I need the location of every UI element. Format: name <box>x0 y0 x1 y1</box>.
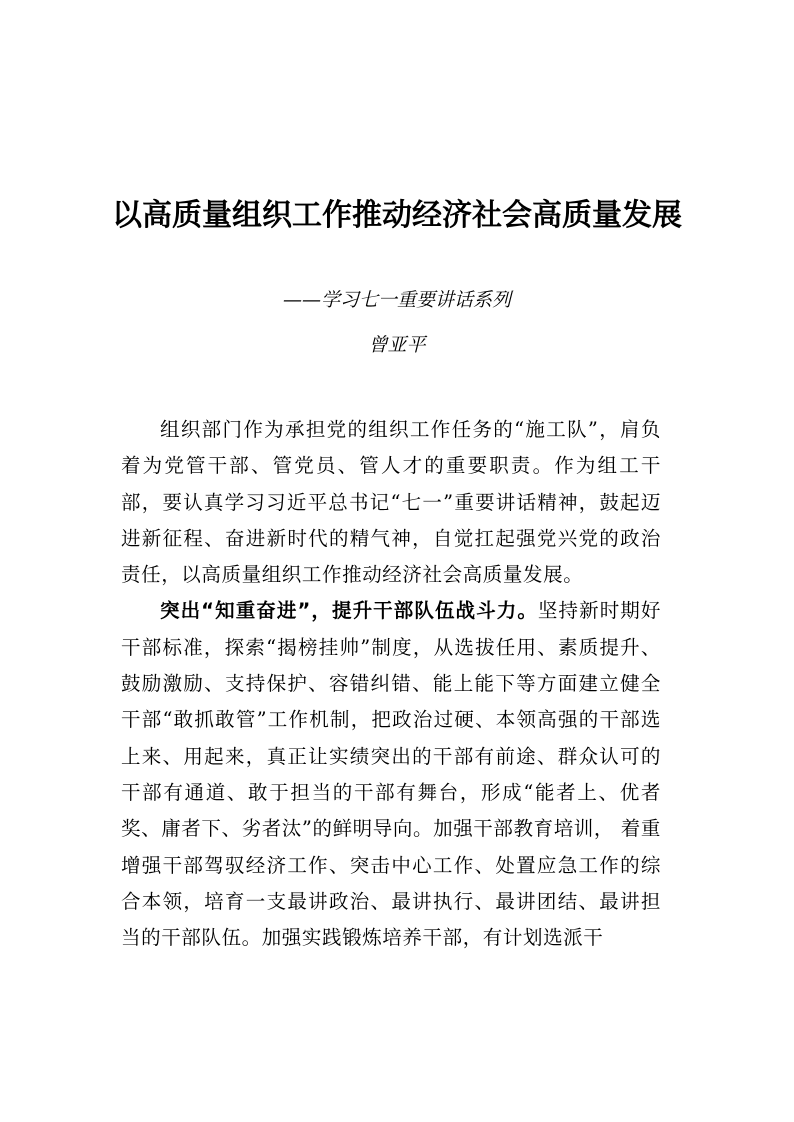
document-body <box>121 412 661 956</box>
paragraph-text: 组织部门作为承担党的组织工作任务的“施工队”，肩负着为党管干部、管党员、管人才的重要职责。作为组工干部，要认真学习习近平总书记“七一”重要讲话精神，鼓起迈进新征程、奋进新时代的精气神，自觉扛起强党兴党的政治责任，以高质量组织工作推动经济社会高质量发展。 <box>121 418 661 587</box>
paragraph <box>121 593 661 956</box>
paragraph-lead-heading: 突出“知重奋进”，提升干部队伍战斗力。 <box>160 599 538 623</box>
document-subtitle: ——学习七一重要讲话系列 <box>282 289 511 311</box>
document-title: 以高质量组织工作推动经济社会高质量发展 <box>112 198 682 233</box>
paragraph-text: 坚持新时期好干部标准，探索“揭榜挂帅”制度，从选拔任用、素质提升、鼓励激励、支持保护、容错纠错、能上能下等方面建立健全干部“敢抓敢管”工作机制，把政治过硬、本领高强的干部选上来、用起来，真正让实绩突出的干部有前途、群众认可的干部有通道、敢于担当的干部有舞台，形成“能者上、优者奖、庸者下、劣者汰”的鲜明导向。加强干部教育培训， 着重增强干部驾驭经济工作、突击中心工作、处置应急工作的综合本领，培育一支最讲政治、最讲执行、最讲团结、最讲担当的干部队伍。加强实践锻炼培养干部，有计划选派干 <box>121 599 661 950</box>
author-name: 曾亚平 <box>368 334 426 356</box>
paragraph <box>121 412 661 593</box>
